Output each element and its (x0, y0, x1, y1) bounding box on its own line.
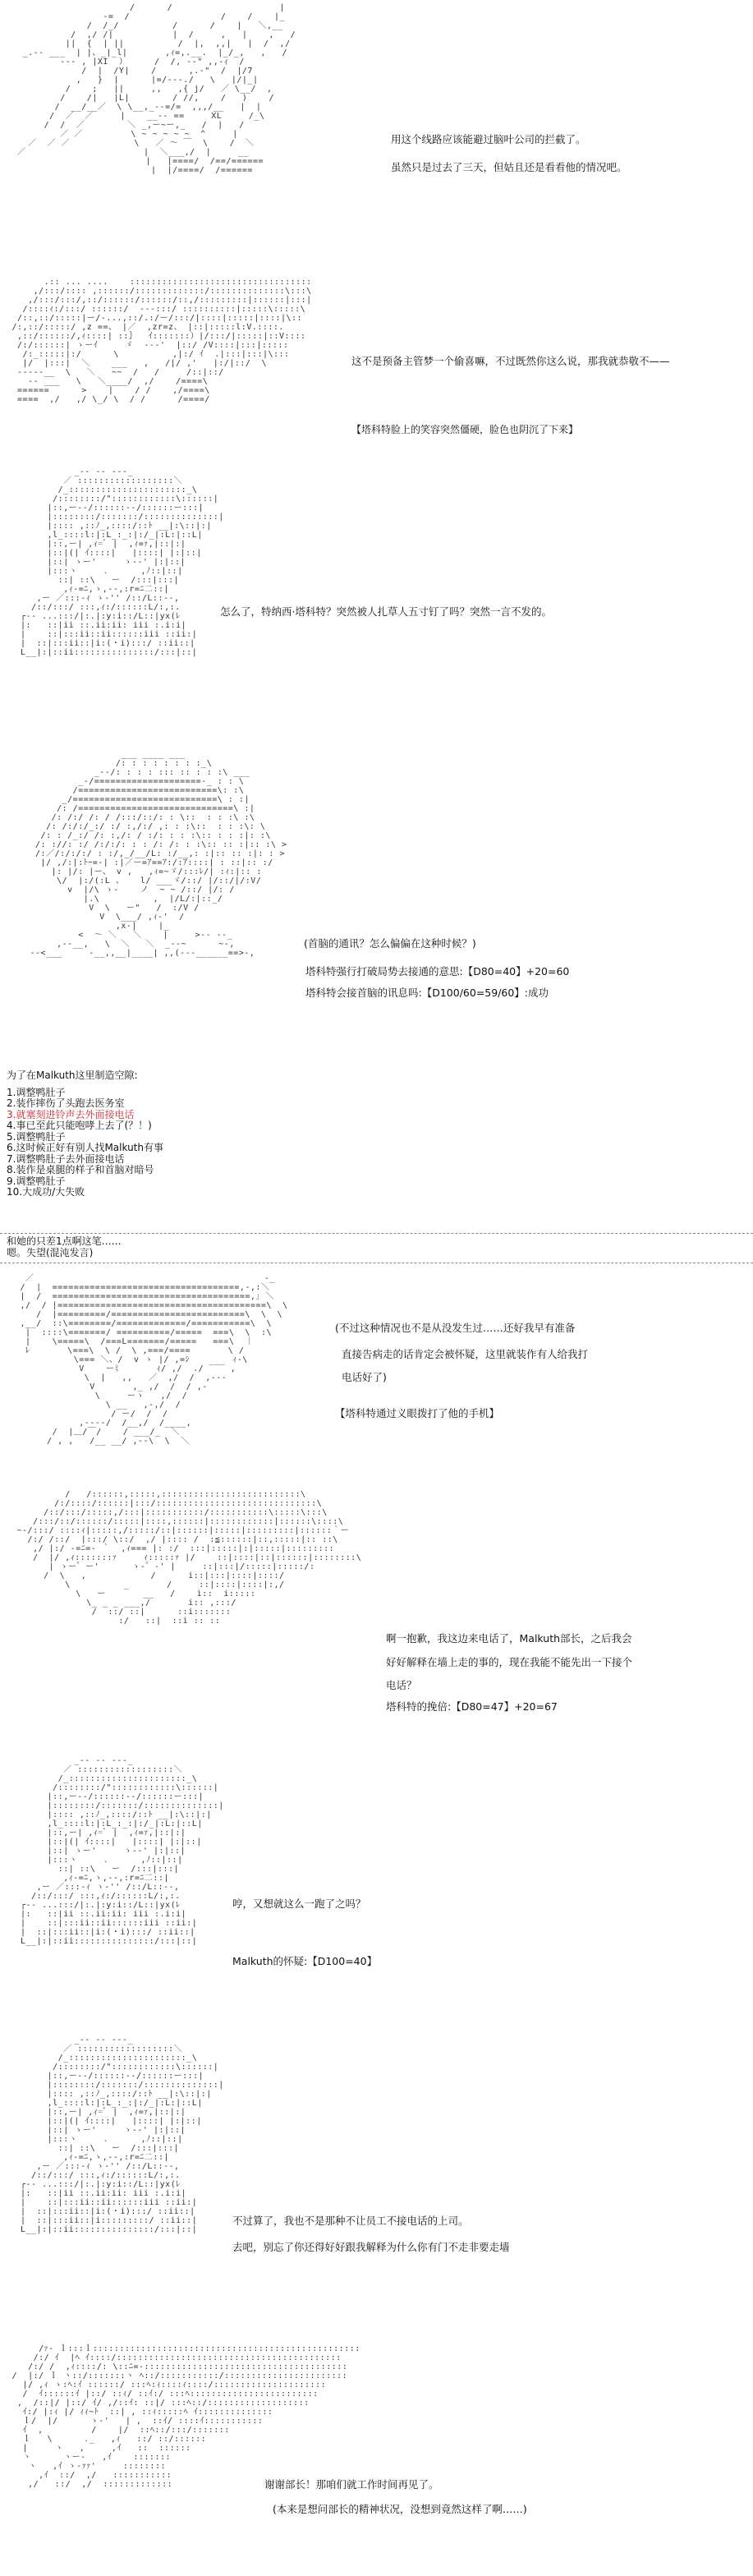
ascii-art-malkuth-doubt: _-- -- ---_ ／ ::::::::::::::::::＼ /_::::::::::::::::::::::_\ /::::::::/"::::::::::::\::::::| |::,ー--/::::::--/::::::ー:::| |::::::::/:::::::/::::::::::::::| |:::: ,::ﾉ_,::::/::ﾄ __|:\::|:| ,l_::::l:|:L_:_:|:/_|:L:|::L| |::,ー| ,ｨ=ﾞ | ,ｨ=ｧ,|::|:| |::|(| ｲ::::| |::::| |:|::| |::| ゝー' ゝ--' |:|::| |:::ヽ ､ ,ﾉ::|::| ::| ::\ ー /:::|:::| ,ｨ-=ﾆ,ゝ,--,:r=ﾆ二::| ,ー ／:::-ｨ ゝ-'' /::/L::--, /::/:::/ :::,ｨ:/::::::L/:,:. ┌-- ...:::/|:.|:y:i::/L::|yx(ﾚ |: ::|ii ::.ii:ii: iii :.i:i| | ::|:::ii::ii::::::iii ::ii:| | ::|:::ii::|i:(・i):::/ ::ii::| L__|:|::ii:::::::::::::::/:::|::| (21, 1756, 224, 1946)
scene-5-line-3: 电话好了) (342, 1371, 387, 1383)
scene-8-line-1: 不过算了，我也不是那种不让员工不接电话的上司。 (232, 2215, 469, 2227)
plan-item: 5.调整鸭肚子 (7, 1130, 66, 1143)
scene-6 (0, 1487, 753, 1733)
scene-6-line-2: 好好解释在墙上走的事的，现在我能不能先出一下接个 (386, 1656, 633, 1668)
ascii-art-character-surprised: / / | -= / / / |_ / /_/ / / | ＼,__ / ,/ /| | / , | , / || { | || / |, ,,| | / ,/ _.-- ___ | |、_|_l| ,ｨ=,.__. |_/_, , / --- , |XI ） / /, --" ,,-ｨ / / | /Y| / ,.-" / |/7 , } | |=/---./ \ |/|_| / ; || ,, ,{ j/ ／ \__/ , / /| |L| / //, / ) / / __/__／ \ \__,_--=/= ,,,/__ | | / ／ ／ | __-- == XL /_\ / / ／ ＼ _,ー~ー,_ / | / ／ ／ \ ~ ~ ~ ~ ~ ^ | ／ ／ ／ \ ／ ～ ￣ \ / ＼ ／ | ＼___,/ | __ | |====/ /==/====== | |/====/ /====== (17, 3, 296, 175)
scene-7-line-2: Malkuth的怀疑:【D100=40】 (232, 1955, 378, 1967)
plan-choice-list (7, 1070, 163, 1198)
ascii-art-malkuth-permit: _-- -- ---_ ／ ::::::::::::::::::＼ /_::::::::::::::::::::::_\ /::::::::/"::::::::::::\::::::| |::,ー--/::::::--/::::::ー:::| |::::::::/:::::::/::::::::::::::| |:::: ,::ﾉ_,::::/::ﾄ __|:\::|:| ,l_::::l:|:L_:_:|:/_|:L:|::L| |::,ー| ,ｨ=ﾞ | ,ｨ=ｧ,|::|:| |::|(| ｲ::::| |::::| |:|::| |::| ゝー' ゝ--' |:|::| |:::ヽ ､ ,ﾉ::|::| ::| ::\ ー /:::|:::| ,ｨ-=ﾆ,ゝ,--,:r=ﾆ二::| ,ー ／:::-ｨ ゝ-'' /::/L::--, /::/:::/ :::,ｨ:/::::::L/:,:. ┌-- ...:::/|:.|:y:i::/L::|yx(ﾚ |: ::|ii ::.ii:ii: iii :.i:i| | ::|:::ii::ii::::::iii ::ii:| | ::|:::ii::|i:(・i):::/ ::ii::| | ::|:::ii::|i:::::::::/ ::ii::| L__|:|::ii:::::::::::::::/:::|::| (21, 2036, 224, 2234)
scene-4-line-3: 塔科特会接首脑的讯息吗:【D100/60=59/60】:成功 (305, 987, 549, 999)
scene-4-line-1: (首脑的通讯？怎么偏偏在这种时候？) (304, 937, 476, 950)
scene-9-line-2: (本来是想问部长的精神状况，没想到竟然这样了啊……) (273, 2503, 527, 2515)
scene-5-line-4: 【塔科特通过义眼拨打了他的手机】 (335, 1407, 500, 1419)
plan-item: 10.大成功/大失败 (7, 1186, 85, 1198)
scene-7 (0, 1750, 753, 2021)
plan-item: 7.调整鸭肚子去外面接电话 (7, 1152, 125, 1165)
scene-5-line-2: 直接告病走的话肯定会被怀疑，这里就装作有人给我打 (342, 1348, 589, 1360)
scene-6-line-3: 电话？ (386, 1679, 417, 1691)
scene-8-line-2: 去吧，别忘了你还得好好跟我解释为什么你有门不走非要走墙 (232, 2241, 510, 2253)
scene-9-line-1: 谢谢部长！那咱们就工作时间再见了。 (264, 2478, 439, 2491)
plan-item: 4.事已至此只能咆哮上去了(？！) (7, 1120, 152, 1131)
scene-8 (0, 2021, 753, 2333)
plan-item: 8.装作是桌腿的样子和首脑对暗号 (7, 1164, 154, 1175)
scene-7-line-1: 哼，又想就这么一跑了之吗？ (232, 1898, 366, 1910)
divider-note (7, 1236, 122, 1258)
ascii-art-character-shadowed: ___ ____ ___ /: : : : : : : :_\ _--/: : : : ::: :: : : :\ ___ _-/====================-_ : : \ /==========================\: :\ _/===========================\ : :| /: /=============================\ :| /: /:/ /: / /:::/::/: : \:: : : :\ :\ /: /:/:/_:/ :/ :,/:/ ,: : :\:: : : :\: \ /: : /_:/ /: :,/: / :/: : : :\:: : : :|: :\ /: ://: :/ /:/:/: : : /: /: : :\:: :: :|:: :\ > /:／/:/:/:/ : :/,_/__/L: :/__,: :|:: :: :|: : > |/ ,/:|:ﾄｰ=-| :|／ー=ｱ==ｱ:/:ｱ::::| : ::|:: :/ |: |/: |ー、 v , ,ｨ=~ゞ/:::ﾚ/| :ｨ:|:: : \/ |:/(:L 、 l/ ___ゞ/::/ |/::/|/:V/ v |/\ ゝ- ノ ~ ~ /::/ |/: / |.\ , |/L/:|::_/ V \ ー" / :/V / V \___/ ,ｨ-' / ,x-| |_ < ～ ＼ ＼ | >-- --_ ,--__, \ ＼ ＼ _--~ ~-, --<___ -__,,__|____| ,,(---______==>-, (30, 750, 287, 958)
scene-2-line-1: 这不是预备主管梦一个偷喜嘛，不过既然你这么说，那我就恭敬不—— (351, 355, 670, 367)
divider-note-line: 和她的只差1点啊这笔…… (7, 1235, 122, 1247)
scene-3-line-1: 怎么了，特纳西·塔科特？突然被人扎草人五寸钉了吗？突然一言不发的。 (220, 605, 552, 618)
plan-item: 9.调整鸭肚子 (7, 1175, 66, 1187)
scene-5 (0, 1269, 753, 1487)
divider-line (0, 1233, 753, 1234)
scene-1-line-1: 用这个线路应该能避过脑叶公司的拦截了。 (391, 133, 586, 145)
plan-title: 为了在Malkuth这里制造空隙: (7, 1070, 138, 1081)
scene-2 (0, 271, 753, 460)
scene-1-line-2: 虽然只是过去了三天，但姑且还是看看他的情况吧。 (391, 161, 627, 173)
divider-note-line: 嗯。失望(混沌发言) (7, 1246, 94, 1258)
ascii-art-character-talking: / /::::::,:::::,::::::::::::::::::::::::::\ /:/::::/::::::|:::/::::::::::::::::::::::::::::::\ /::/:::/:::::,/:::|:::::::::::/:::::::::::\:::::\:::\ /:::/::/::::::/:::::|::::,::::::|::::::::::::|::::::\::::\ ~-/:::/ ::::ｨ|:::::,/:::::/::|::::::|:::::|:::::::::|::::::｀ー /:/ /::/ |:::/ \::/ ,/ |:::: / :≦::::::|::,:::::|:: ::\ ,/ |:/ -=ﾆ=- ｀ ,ｨ=== |: :/ :::|:::::|:|:::::|::::::::: / |/ ,ｨ:::::::ｧ ｨ:::::ｧ |/ ::|::::|::|::::::|::::::::\ | ゝー゜ー' ゝ-゜-' | ::|:::|/:::::|:::::/: / \ , / i::|:::|::::|::::/ \ _ / ::|::::|::::|:,/ \ ー __ / i:: i::::: \_ _ _ ___,/ i:: ,:::/ / ::/ ::| ::i::::::: :/ ::| ::i :: :: (16, 1490, 362, 1626)
scene-3 (0, 464, 753, 735)
plan-item: 6.这时候正好有别人找Malkuth有事 (7, 1142, 163, 1153)
ascii-art-character-smirk: .:: ... .... :::::::::::::::::::::::::::::::::: ,/:::/:::: ,::::::/:::::::::::::/::::::::::::::\:::\ ,/:::/:::/,::/::::::/::::::/::,/:::::::::|::::::|:::| /::::ｨ:/:::/ ::::::/ ---:::/ ::::::::::|:::::\:::::\ /::,::/:::::|ー/-...,::/.:/ー/:::/|::::|:::::|::::|\:: /:,::/:::::/ ,z ==、 |／ ,zr=z、 |::|:::::l:V.::::. ,::/::::::/,ｨ::::| ::｝ ｲ:::::::）|/:::/|:::::|::V:::: /:/::::::| ゝーｲ ゞ ---' |::/ /V::::|:::|::::: /:_:::::|:/ \ ,|:/ ｲ .|:::|:::|\::: |/ |:::| ＼ ___ , /|/ ,' |:/|::/ \ -----__ \ ＼ ~~ / / /::|::/ -- ___ \ ＼____/ ,/ /====\ ====== > | / / ,/====\ ==== ,/ ,/ \_/ \ / / /====/ (11, 278, 312, 404)
scene-6-line-4: 塔科特的挽倍:【D80=47】+20=67 (386, 1700, 558, 1713)
plan-item: 2.装作摔伤了头跑去医务室 (7, 1097, 125, 1109)
ascii-art-malkuth-portrait: _-- -- ---_ ／ ::::::::::::::::::＼ /_::::::::::::::::::::::_\ /::::::::/"::::::::::::\::::::| |::,ー--/::::::--/::::::ー:::| |::::::::/:::::::/::::::::::::::| |:::: ,::ﾉ_,::::/::ﾄ __|:\::|:| ,l_::::l:|:L_:_:|:/_|:L:|::L| |::,ー| ,ｨ=ﾞ | ,ｨ=ｧ,|::|:| |::|(| ｲ::::| |::::| |:|::| |::| ゝー' ゝ--' |:|::| |:::ヽ ､ ,ﾉ::|::| ::| ::\ ー /:::|:::| ,ｨ-=ﾆ,ゝ,--,:r=ﾆ二::| ,ー ／:::-ｨ ゝ-'' /::/L::--, /::/:::/ :::,ｨ:/::::::L/:,:. ┌-- ...:::/|:.|:y:i::/L::|yx(ﾚ |: ::|ii ::.ii:ii: iii :.i:i| | ::|:::ii::ii::::::iii ::ii:| | ::|:::ii::|i:(・i):::/ ::ii::| L__|:|::ii:::::::::::::::/:::|::| (21, 467, 224, 657)
ascii-art-character-phone: ／ -_ / | ===================================,-,:＼ | / =====================================,｣ ＼ ,/ / |=======================================\ \ / |=========/=========================\ \ \ ,__/ ::\========/=============/===========\ \ | ::::\=======/ ==========/===== ===\ \ :\ | \=====\ /===L=======/===== ===\ ｜ ﾚ \===\ \ / \ ,===/==== \ / \=== ＼、/ v ゝ |/ ,=ｼ ｨ-\ V ーﾐ ｨ/ ,/ ./ ‾‾‾ , \ | ,, ／ ,/ / ,--- V ,_ ,/ / / ,- \ ーゝ ,/ / \ __ ,-,/ / / ー/ / / ,----/ /__,/ /____, / |＿/￣/ / ___/_ ＼ / , , /__ __/ ,--\ \ ＼ (20, 1274, 288, 1446)
scene-5-line-1: (不过这种情况也不是从没发生过……还好我早有准备 (335, 1322, 576, 1334)
plan-item-selected: 3.就塞刻进铃声去外面接电话 (7, 1108, 135, 1120)
scene-4 (0, 743, 753, 1084)
scene-1 (0, 0, 753, 263)
ascii-art-character-leaving: /ｧ- ｌ:::ｌ:::::::::::::::::::::::::::::::::::::::::::::::::: /:/ ｲ |ﾍ ｲ::::/:::::::::::::::::::::::::::::::::::::::::: /:/ / ,ｨ::::/: \::ﾆ=‐:::::::::::::::::::::::::::::::::::::: / |:/ ｌ ヽ::/:::::::ヽ ﾍ::/:::::::::::/::::::::::::::::::::::: |/ ,ｨ ゝ:ﾍ:ｲ ::::::/ :::ﾍ:ｨ::::ｨ::::/::::::::::::::::::::: / ｲ::::::ｲ |::/ ::ｨ/ ::ｲ:/ :::ﾍ:::::::::::::::::::::::: , /::|/ |::/ ｲ/ ,/::ｲ: ::|/ :::ﾍ::/::::::::::::::::::: ｲ:/ |:ｨ |/ ｨｨ~ﾄ ::| , ::ｨ:::::ﾍ ｲ:::::::::::::: ｌ/ |/ ゝ-' | , ::ｲ/ ::::ｲ::::::::::: ｲ , / |/ ::ﾍ::/:::/::::::: ｌ \ ､_ ,ｨ ::/ ::/:::::: | ヽ , ,ｲ :: :::::: ヽ ヽー‐ ,ｲ ::::::: ヽ ,ｲ ゝ-ｧｧ' :::::::: ,ｲ ::/ ,/ ::::::::::: ,/ ::/ ,/ ::::::::::::: (11, 2344, 360, 2489)
scene-2-line-2: 【塔科特脸上的笑容突然僵硬，脸色也阴沉了下来】 (351, 424, 579, 435)
scene-9 (0, 2341, 753, 2576)
scene-6-line-1: 啊一抱歉，我这边来电话了，Malkuth部长，之后我会 (386, 1632, 632, 1644)
scene-4-line-2: 塔科特强行打破局势去接通的意思:【D80=40】+20=60 (305, 965, 570, 978)
plan-item: 1.调整鸭肚子 (7, 1086, 66, 1098)
